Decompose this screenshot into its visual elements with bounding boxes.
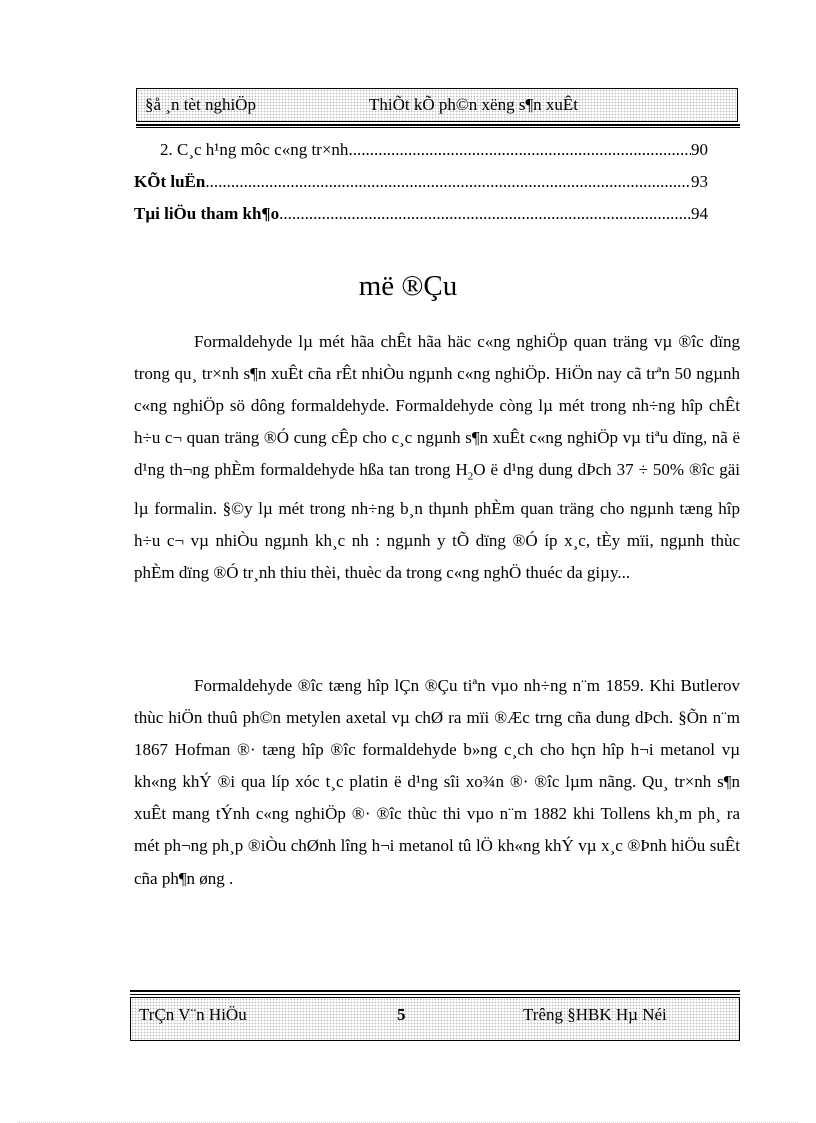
header-right-text: ThiÕt kÕ ph©n xëng s¶n xuÊt [369, 95, 579, 114]
page-footer [130, 997, 740, 1041]
section-title: më ®Çu [358, 270, 458, 302]
toc-label: KÕt luËn [134, 172, 206, 191]
toc-page-number: 94 [691, 204, 708, 223]
toc-leader [279, 204, 691, 224]
toc-label: 2. C¸c h¹ng môc c«ng tr×nh [160, 140, 349, 159]
toc-leader [348, 140, 691, 160]
header-left-text: §å ¸n tèt nghiÖp [145, 95, 256, 114]
footer-rule-thick [130, 990, 740, 992]
page-header [136, 88, 738, 122]
header-rule-thick [136, 124, 740, 126]
toc-row-conclusion [134, 172, 708, 200]
toc-leader [205, 172, 691, 192]
toc-row-construction-items [134, 140, 708, 168]
toc-label: Tµi liÖu tham kh¶o [134, 204, 280, 223]
toc-row-references [134, 204, 708, 232]
footer-author: TrÇn V¨n HiÖu [139, 1005, 247, 1024]
header-rule-thin [136, 127, 740, 128]
paragraph-text-continued: O ë d¹ng dung dÞch 37 ÷ 50% ®îc gäi lµ formalin. §©y lµ mét trong nh÷ng b¸n thµnh phÈm quan träng cho ngµnh tæng hîp h÷u c¬ vµ nhiÒu ngµnh kh¸c nh : ngµnh y tÕ dïng ®Ó íp x¸c, tÈy mïi, ngµnh thùc phÈm dïng ®Ó tr¸nh thiu thèi, thuèc da trong c«ng nghÖ thuéc da giµy... [134, 460, 740, 583]
toc-page-number: 93 [691, 172, 708, 191]
footer-page-number: 5 [397, 1005, 406, 1024]
footer-rule-thin [130, 994, 740, 995]
paragraph-text: Formaldehyde lµ mét hãa chÊt hãa häc c«ng nghiÖp quan träng vµ ®îc dïng trong qu¸ tr×nh s¶n xuÊt cña rÊt nhiÒu ngµnh c«ng nghiÖp. HiÖn nay cã trªn 50 ngµnh c«ng nghiÖp sö dông formaldehyde. Formaldehyde còng lµ mét trong nh÷ng hîp chÊt h÷u c¬ quan träng ®Ó cung cÊp cho c¸c ngµnh s¶n xuÊt c«ng nghiÖp vµ tiªu dïng, nã ë d¹ng th¬ng phÈm formaldehyde hßa tan trong H [134, 332, 740, 480]
toc-page-number: 90 [691, 140, 708, 159]
paragraph-intro-1 [134, 326, 740, 589]
subscript-2: 2 [467, 470, 474, 483]
footer-school: Trêng §HBK Hµ Néi [523, 1005, 667, 1024]
paragraph-intro-2: Formaldehyde ®îc tæng hîp lÇn ®Çu tiªn vµo nh÷ng n¨m 1859. Khi Butlerov thùc hiÖn thuû ph©n metylen axetal vµ chØ ra mïi ®Æc trng cña dung dÞch. §Õn n¨m 1867 Hofman ®· tæng hîp ®îc formaldehyde b»ng c¸ch cho hçn hîp h¬i metanol vµ kh«ng khÝ ®i qua líp xóc t¸c platin ë d¹ng sîi xo¾n ®· ®îc lµm nãng. Qu¸ tr×nh s¶n xuÊt mang tÝnh c«ng nghiÖp ®· ®îc thùc thi vµo n¨m 1882 khi Tollens kh¸m ph¸ ra mét ph¬ng ph¸p ®iÒu chØnh lîng h¬i metanol tû lÖ kh«ng khÝ vµ x¸c ®Þnh hiÖu suÊt cña ph¶n øng . [134, 676, 740, 888]
